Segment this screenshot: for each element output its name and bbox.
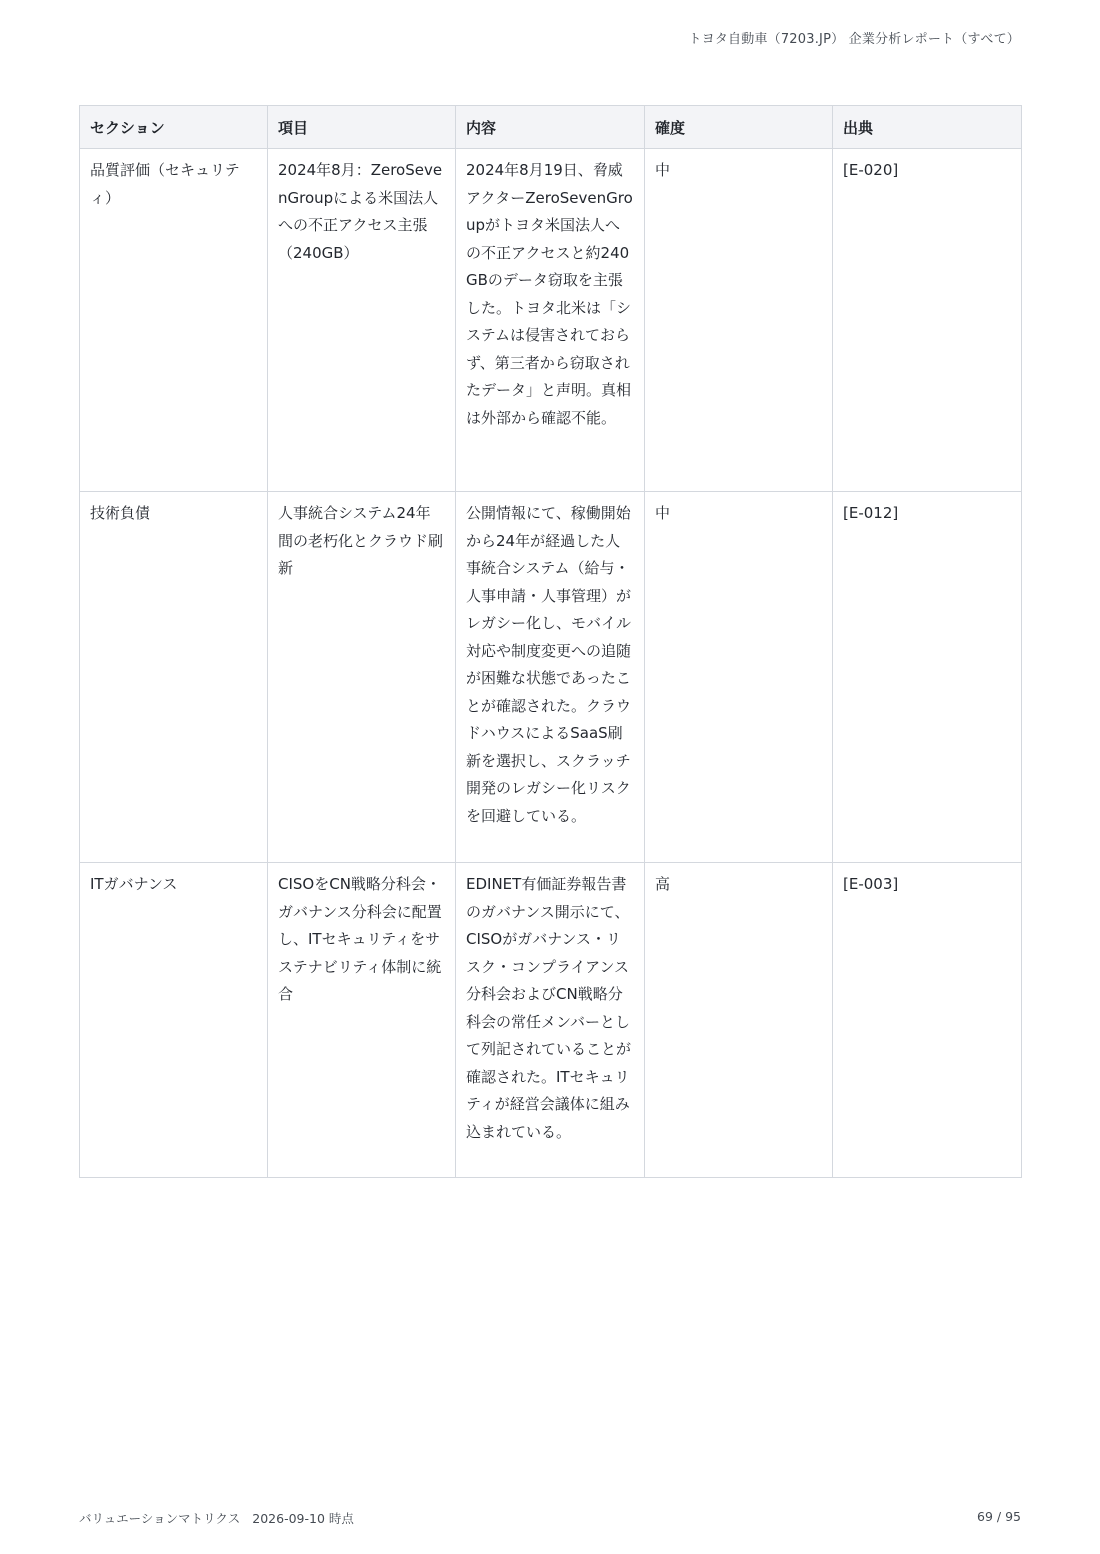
cell-content: 公開情報にて、稼働開始から24年が経過した人事統合システム（給与・人事申請・人事管理）がレガシー化し、モバイル対応や制度変更への追随が困難な状態であったことが確認された。クラウドハウスによるSaaS刷新を選択し、スクラッチ開発のレガシー化リスクを回避している。 xyxy=(456,492,645,863)
column-header-content: 内容 xyxy=(456,106,645,149)
analysis-table xyxy=(79,105,1022,1178)
page-footer-left xyxy=(79,1509,354,1527)
cell-section: 技術負債 xyxy=(80,492,268,863)
table-row xyxy=(80,492,1022,863)
table-header-row xyxy=(80,106,1022,149)
column-header-confidence: 確度 xyxy=(645,106,833,149)
table-row xyxy=(80,149,1022,492)
cell-section: 品質評価（セキュリティ） xyxy=(80,149,268,492)
cell-content: EDINET有価証券報告書のガバナンス開示にて、CISOがガバナンス・リスク・コンプライアンス分科会およびCN戦略分科会の常任メンバーとして列記されていることが確認された。ITセキュリティが経営会議体に組み込まれている。 xyxy=(456,863,645,1178)
table-row xyxy=(80,863,1022,1178)
column-header-source: 出典 xyxy=(833,106,1022,149)
footer-product-name: バリュエーションマトリクス xyxy=(79,1511,241,1526)
cell-item: 人事統合システム24年間の老朽化とクラウド刷新 xyxy=(268,492,456,863)
page-number: 69 / 95 xyxy=(977,1509,1021,1524)
cell-content: 2024年8月19日、脅威アクターZeroSevenGroupがトヨタ米国法人への不正アクセスと約240GBのデータ窃取を主張した。トヨタ北米は「システムは侵害されておらず、第三者から窃取されたデータ」と声明。真相は外部から確認不能。 xyxy=(456,149,645,492)
running-header: トヨタ自動車（7203.JP） 企業分析レポート（すべて） xyxy=(688,32,1020,47)
cell-item: 2024年8月：ZeroSevenGroupによる米国法人への不正アクセス主張（240GB） xyxy=(268,149,456,492)
cell-section: ITガバナンス xyxy=(80,863,268,1178)
cell-confidence: 中 xyxy=(645,149,833,492)
cell-confidence: 高 xyxy=(645,863,833,1178)
column-header-section: セクション xyxy=(80,106,268,149)
footer-as-of-date: 2026-09-10 時点 xyxy=(252,1511,354,1526)
cell-confidence: 中 xyxy=(645,492,833,863)
cell-source: [E-012] xyxy=(833,492,1022,863)
cell-item: CISOをCN戦略分科会・ガバナンス分科会に配置し、ITセキュリティをサステナビリティ体制に統合 xyxy=(268,863,456,1178)
cell-source: [E-003] xyxy=(833,863,1022,1178)
cell-source: [E-020] xyxy=(833,149,1022,492)
column-header-item: 項目 xyxy=(268,106,456,149)
